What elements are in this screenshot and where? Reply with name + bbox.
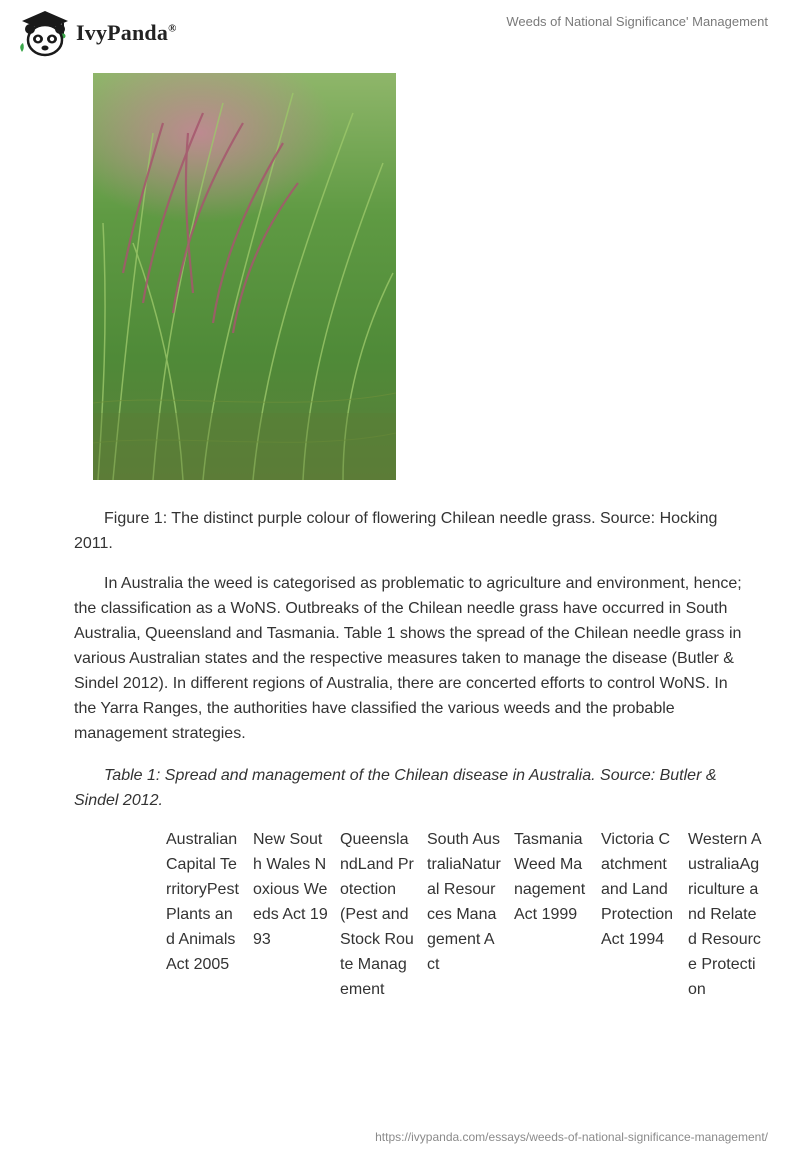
table-header-cell: Victoria Catchment and Land Protection Act 1994	[601, 831, 674, 948]
panda-graduate-icon	[16, 8, 74, 58]
table-header-cell: South AustraliaNatural Resources Management Act	[427, 831, 501, 973]
table-header-cell: QueenslandLand Protection (Pest and Stock Route Management	[340, 831, 414, 998]
legislation-table	[160, 827, 769, 1077]
table-header-cell: Australian Capital TerritoryPest Plants and Animals Act 2005	[166, 831, 239, 973]
table-caption: Table 1: Spread and management of the Chilean disease in Australia. Source: Butler & Sindel 2012.	[74, 767, 717, 809]
chilean-needle-grass-photo	[93, 73, 396, 480]
ivypanda-logo[interactable]	[16, 8, 196, 58]
footer-url-link[interactable]: https://ivypanda.com/essays/weeds-of-national-significance-management/	[375, 1130, 768, 1144]
table-header-cell: New South Wales Noxious Weeds Act 1993	[253, 831, 328, 948]
table-header-cell: Western AustraliaAgriculture and Related Resource Protection	[688, 831, 762, 998]
body-paragraph: In Australia the weed is categorised as problematic to agriculture and environment, hence; the classification as a WoNS. Outbreaks of the Chilean needle grass have occurred in South Australia, Queensland and Tasmania. Table 1 shows the spread of the Chilean needle grass in various Australian states and the respective measures taken to manage the disease (Butler & Sindel 2012). In different regions of Australia, there are concerted efforts to control WoNS. In the Yarra Ranges, the authorities have classified the various weeds and the probable management strategies.	[74, 575, 742, 742]
figure-caption: Figure 1: The distinct purple colour of flowering Chilean needle grass. Source: Hocking 2011.	[74, 510, 718, 552]
page-header-title: Weeds of National Significance' Management	[506, 14, 768, 29]
logo-text: IvyPanda®	[76, 20, 177, 45]
table-header-cell: TasmaniaWeed Management Act 1999	[514, 831, 586, 923]
